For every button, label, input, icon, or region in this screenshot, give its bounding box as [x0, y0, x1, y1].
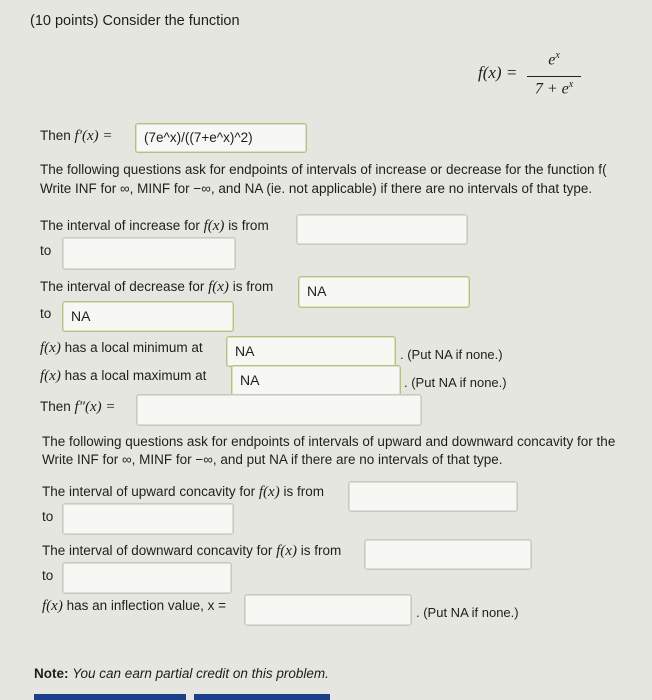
local-max-input[interactable]: NA [231, 365, 401, 396]
concave-down-to-input[interactable] [62, 562, 232, 594]
second-derivative-input[interactable] [136, 394, 422, 426]
derivative-label: Then f′(x) = [40, 128, 113, 144]
instructions-line-2: Write INF for ∞, MINF for −∞, and NA (ie. not applicable) if there are no intervals of that type. [40, 181, 593, 196]
inflection-input[interactable] [244, 594, 412, 626]
concave-up-to-input[interactable] [62, 503, 234, 535]
inflection-note: . (Put NA if none.) [416, 605, 519, 620]
local-max-label: f(x) has a local maximum at [40, 368, 207, 384]
increase-from-input[interactable] [296, 214, 468, 245]
fraction-bar [527, 76, 581, 77]
local-min-input[interactable]: NA [226, 336, 396, 367]
function-lhs: f(x) = [478, 63, 518, 82]
local-min-note: . (Put NA if none.) [400, 347, 503, 362]
concave-up-from-input[interactable] [348, 481, 518, 512]
concave-up-to-label: to [42, 509, 54, 524]
derivative-input[interactable]: (7e^x)/((7+e^x)^2) [135, 123, 307, 153]
decrease-from-input[interactable]: NA [298, 276, 470, 308]
instructions2-line-1: The following questions ask for endpoints of intervals of upward and downward concavity for the [42, 434, 616, 449]
function-numerator: $e^x$ [548, 50, 560, 69]
local-max-note: . (Put NA if none.) [404, 375, 507, 390]
local-min-label: f(x) has a local minimum at [40, 340, 203, 356]
decrease-to-label: to [40, 306, 52, 321]
decrease-to-input[interactable]: NA [62, 301, 234, 332]
inflection-label: f(x) has an inflection value, x = [42, 598, 227, 614]
decrease-label: The interval of decrease for f(x) is from [40, 279, 274, 295]
instructions2-line-2: Write INF for ∞, MINF for −∞, and put NA if there are no intervals of that type. [42, 452, 503, 467]
second-derivative-label: Then f″(x) = [40, 399, 116, 415]
preview-button-edge[interactable] [194, 694, 330, 700]
function-denominator: $7 + e^x$ [534, 79, 574, 98]
instructions-line-1: The following questions ask for endpoints of intervals of increase or decrease for the function f( [40, 162, 607, 177]
increase-to-label: to [40, 243, 52, 258]
partial-credit-note: Note: You can earn partial credit on this problem. [34, 666, 329, 681]
increase-label: The interval of increase for f(x) is from [40, 218, 269, 234]
problem-title: (10 points) Consider the function [30, 13, 240, 29]
concave-down-to-label: to [42, 568, 54, 583]
increase-to-input[interactable] [62, 237, 236, 270]
submit-button-edge[interactable] [34, 694, 186, 700]
concave-down-from-input[interactable] [364, 539, 532, 570]
concave-down-label: The interval of downward concavity for f(x) is from [42, 543, 342, 559]
concave-up-label: The interval of upward concavity for f(x) is from [42, 484, 324, 500]
